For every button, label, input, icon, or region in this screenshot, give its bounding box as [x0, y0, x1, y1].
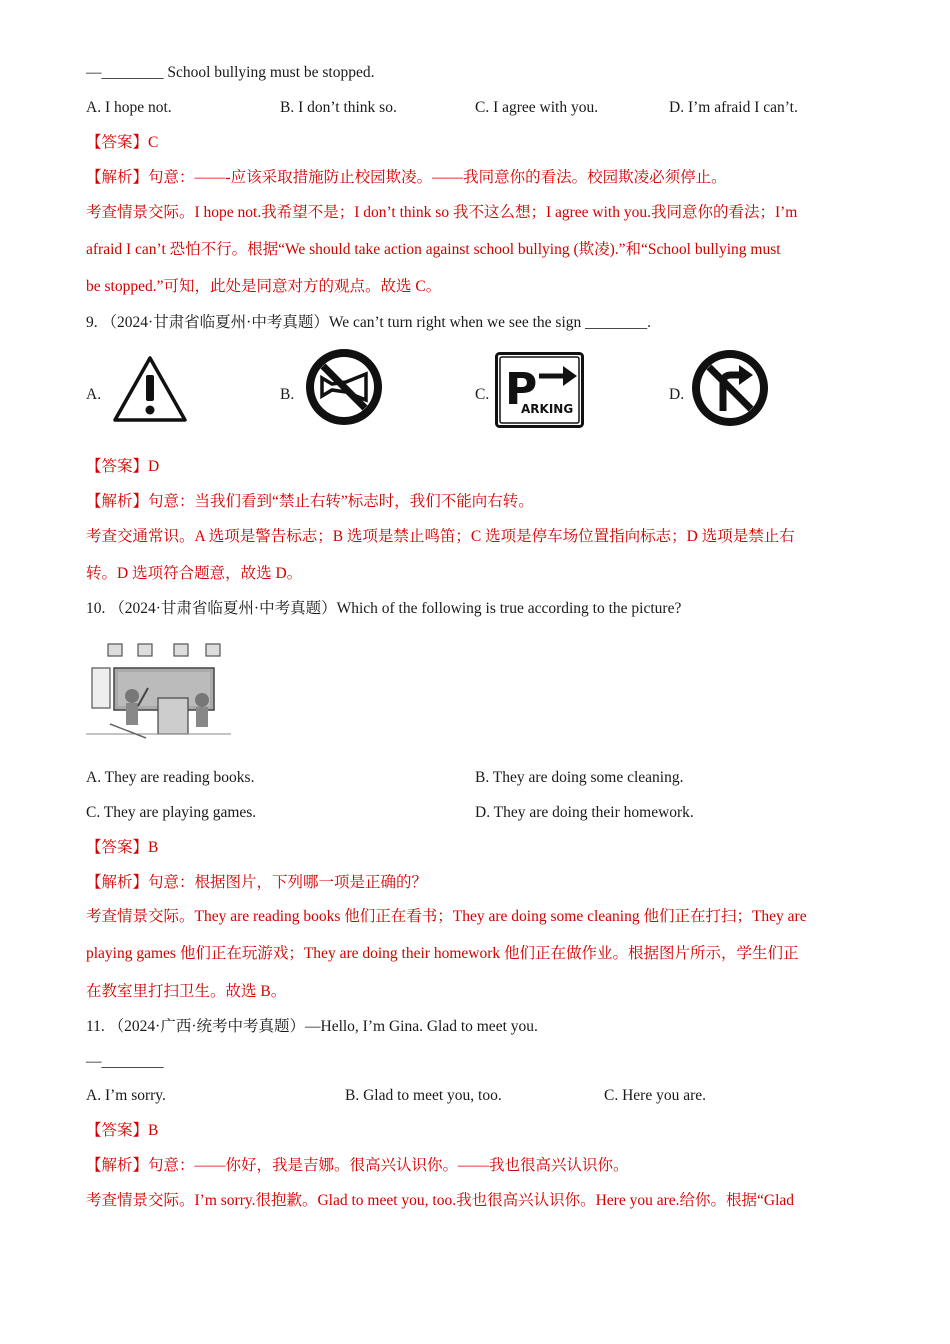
q11-analysis: 【解析】句意：——你好，我是吉娜。很高兴认识你。——我也很高兴认识你。: [86, 1157, 629, 1174]
q9-answer: 【答案】D: [86, 458, 160, 475]
q10-answer: 【答案】B: [86, 839, 159, 856]
q9-label-c: C.: [475, 386, 490, 403]
q11-explain-1: 考查情景交际。I’m sorry.很抱歉。Glad to meet you, too.我也很高兴认识你。Here you are.给你。根据“Glad: [86, 1192, 795, 1209]
warning-sign-icon: [112, 355, 188, 423]
q10-option-b: B. They are doing some cleaning.: [475, 769, 684, 786]
q9-label-a: A.: [86, 386, 102, 403]
q11-answer: 【答案】B: [86, 1122, 159, 1139]
q8-option-b: B. I don’t think so.: [280, 99, 397, 116]
q8-reply: —________ School bullying must be stopped.: [86, 64, 375, 81]
parking-direction-sign-icon: [495, 352, 584, 428]
q8-option-c: C. I agree with you.: [475, 99, 599, 116]
q9-label-b: B.: [280, 386, 295, 403]
q8-explain-3: be stopped.”可知，此处是同意对方的观点。故选 C。: [86, 278, 442, 295]
q11-option-b: B. Glad to meet you, too.: [345, 1087, 502, 1104]
parking-sign-text: ARKING: [521, 402, 574, 416]
q10-explain-3: 在教室里打扫卫生。故选 B。: [86, 983, 287, 1000]
q9-analysis: 【解析】句意：当我们看到“禁止右转”标志时，我们不能向右转。: [86, 493, 534, 510]
q10-stem: 10. （2024·甘肃省临夏州·中考真题）Which of the following is true according to the picture?: [86, 600, 682, 617]
q8-option-a: A. I hope not.: [86, 99, 172, 116]
no-right-turn-sign-icon: [689, 347, 771, 429]
q8-explain-1: 考查情景交际。I hope not.我希望不是；I don’t think so 我不这么想；I agree with you.我同意你的看法；I’m: [86, 204, 798, 221]
svg-text:P: P: [505, 364, 538, 415]
q9-stem: 9. （2024·甘肃省临夏州·中考真题）We can’t turn right when we see the sign ________.: [86, 314, 651, 331]
no-honking-sign-icon: [302, 346, 386, 428]
q10-explain-2: playing games 他们正在玩游戏；They are doing their homework 他们正在做作业。根据图片所示，学生们正: [86, 945, 799, 962]
q9-explain-2: 转。D 选项符合题意，故选 D。: [86, 565, 303, 582]
q8-option-d: D. I’m afraid I can’t.: [669, 99, 798, 116]
q11-stem: 11. （2024·广西·统考中考真题）—Hello, I’m Gina. Glad to meet you.: [86, 1018, 538, 1035]
q10-analysis: 【解析】句意：根据图片，下列哪一项是正确的？: [86, 874, 428, 891]
q8-explain-2: afraid I can’t 恐怕不行。根据“We should take action against school bullying (欺凌).”和“School bullying must: [86, 241, 781, 258]
q10-option-d: D. They are doing their homework.: [475, 804, 694, 821]
q10-option-a: A. They are reading books.: [86, 769, 255, 786]
classroom-cleaning-picture: [86, 638, 231, 743]
q8-analysis: 【解析】句意：——-应该采取措施防止校园欺凌。——我同意你的看法。校园欺凌必须停止。: [86, 169, 727, 186]
q11-option-c: C. Here you are.: [604, 1087, 706, 1104]
q10-option-c: C. They are playing games.: [86, 804, 257, 821]
q11-blank: —________: [86, 1053, 164, 1070]
q11-option-a: A. I’m sorry.: [86, 1087, 166, 1104]
q9-label-d: D.: [669, 386, 685, 403]
q8-answer: 【答案】C: [86, 134, 159, 151]
q9-explain-1: 考查交通常识。A 选项是警告标志；B 选项是禁止鸣笛；C 选项是停车场位置指向标志；D 选项是禁止右: [86, 528, 795, 545]
q10-explain-1: 考查情景交际。They are reading books 他们正在看书；They are doing some cleaning 他们正在打扫；They are: [86, 908, 807, 925]
